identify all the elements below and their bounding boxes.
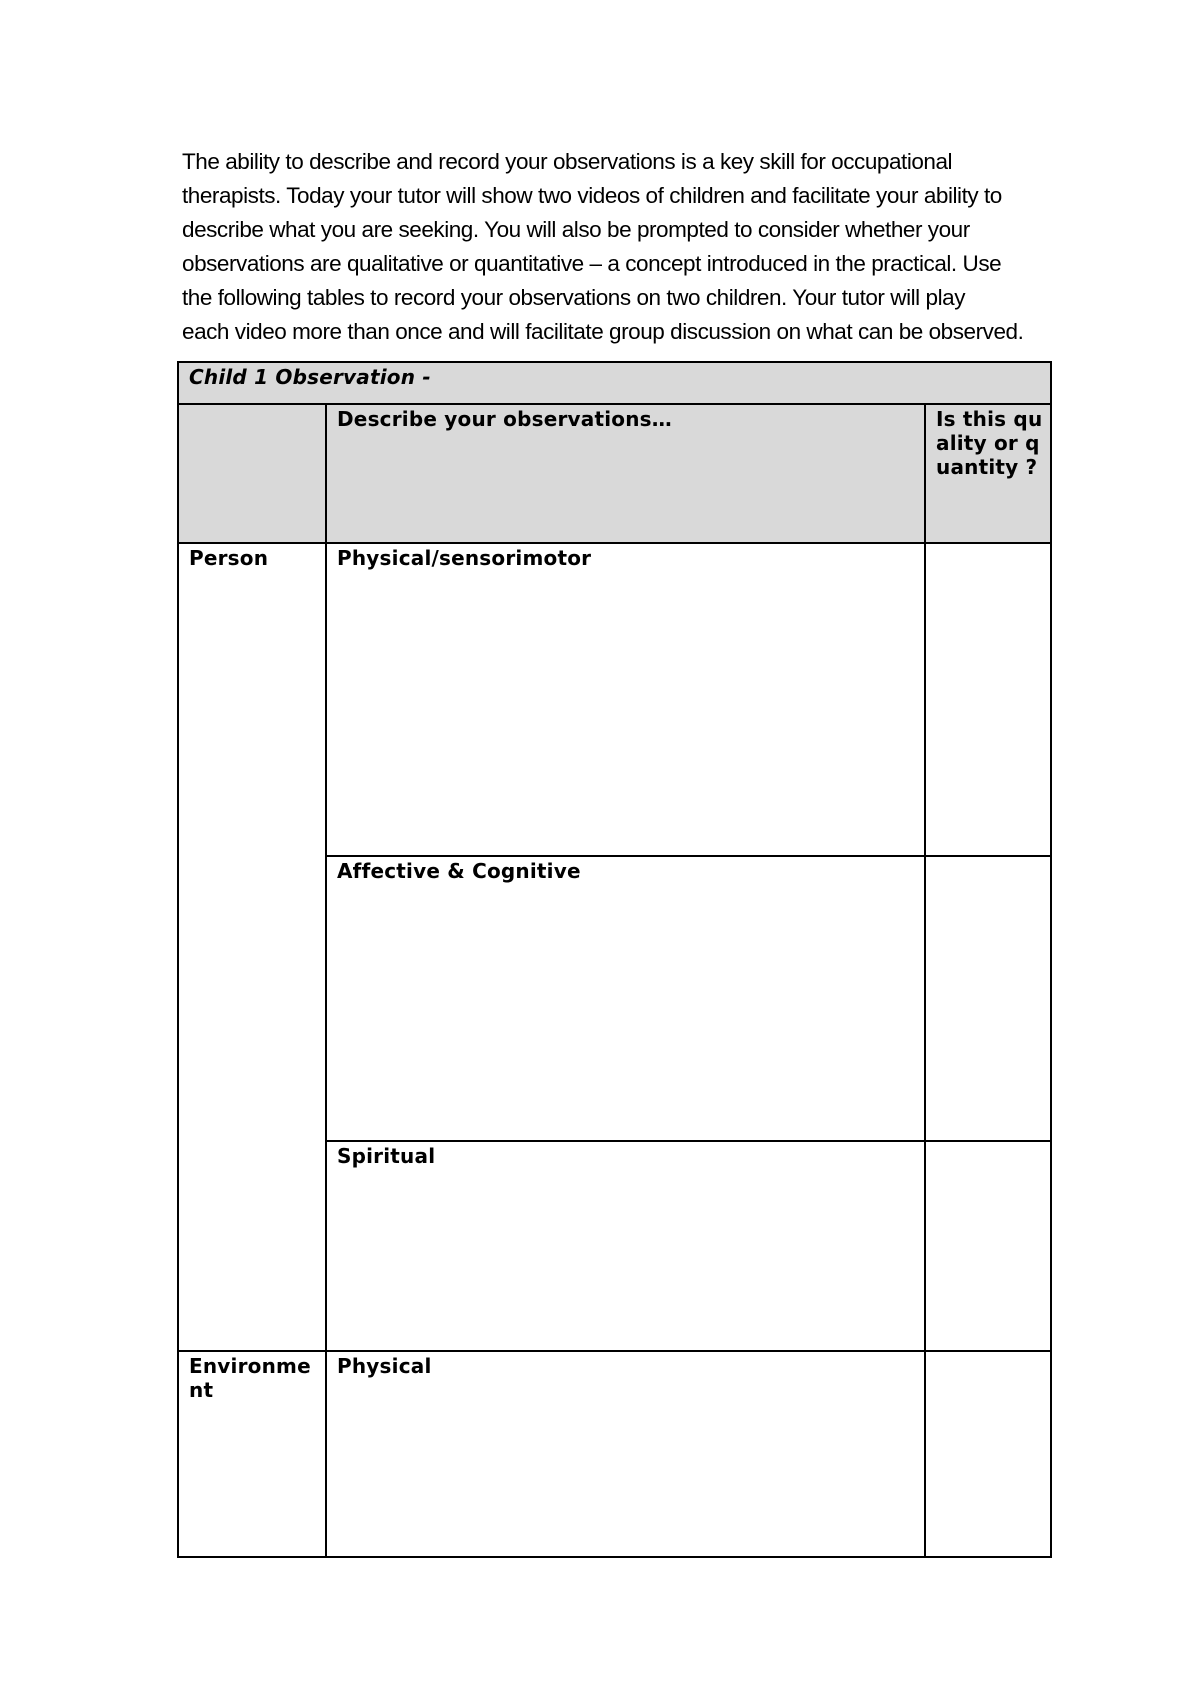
intro-paragraph bbox=[182, 145, 1062, 349]
table-header-row bbox=[178, 404, 1051, 543]
intro-line: the following tables to record your observations on two children. Your tutor will play bbox=[182, 285, 966, 310]
section-label-environment: Environment bbox=[178, 1351, 326, 1557]
intro-line: each video more than once and will facilitate group discussion on what can be observed. bbox=[182, 319, 1024, 344]
quality-cell[interactable] bbox=[925, 543, 1051, 856]
row-label-affective-cognitive: Affective & Cognitive bbox=[326, 856, 925, 1141]
table-title-row bbox=[178, 362, 1051, 404]
intro-line: The ability to describe and record your observations is a key skill for occupational bbox=[182, 149, 953, 174]
header-quality-or-quantity: Is this quality or quantity ? bbox=[925, 404, 1051, 543]
row-label-spiritual: Spiritual bbox=[326, 1141, 925, 1351]
header-describe-observations: Describe your observations… bbox=[326, 404, 925, 543]
header-category-cell bbox=[178, 404, 326, 543]
intro-line: therapists. Today your tutor will show two videos of children and facilitate your ability to bbox=[182, 183, 1002, 208]
intro-line: observations are qualitative or quantitative – a concept introduced in the practical. Use bbox=[182, 251, 1002, 276]
section-label-person: Person bbox=[178, 543, 326, 1351]
row-label-physical-sensorimotor: Physical/sensorimotor bbox=[326, 543, 925, 856]
quality-cell[interactable] bbox=[925, 856, 1051, 1141]
table-title: Child 1 Observation - bbox=[178, 362, 1051, 404]
intro-line: describe what you are seeking. You will also be prompted to consider whether your bbox=[182, 217, 970, 242]
table-row bbox=[178, 1351, 1051, 1557]
observation-table bbox=[177, 361, 1052, 1558]
quality-cell[interactable] bbox=[925, 1141, 1051, 1351]
quality-cell[interactable] bbox=[925, 1351, 1051, 1557]
row-label-physical: Physical bbox=[326, 1351, 925, 1557]
table-row bbox=[178, 543, 1051, 856]
